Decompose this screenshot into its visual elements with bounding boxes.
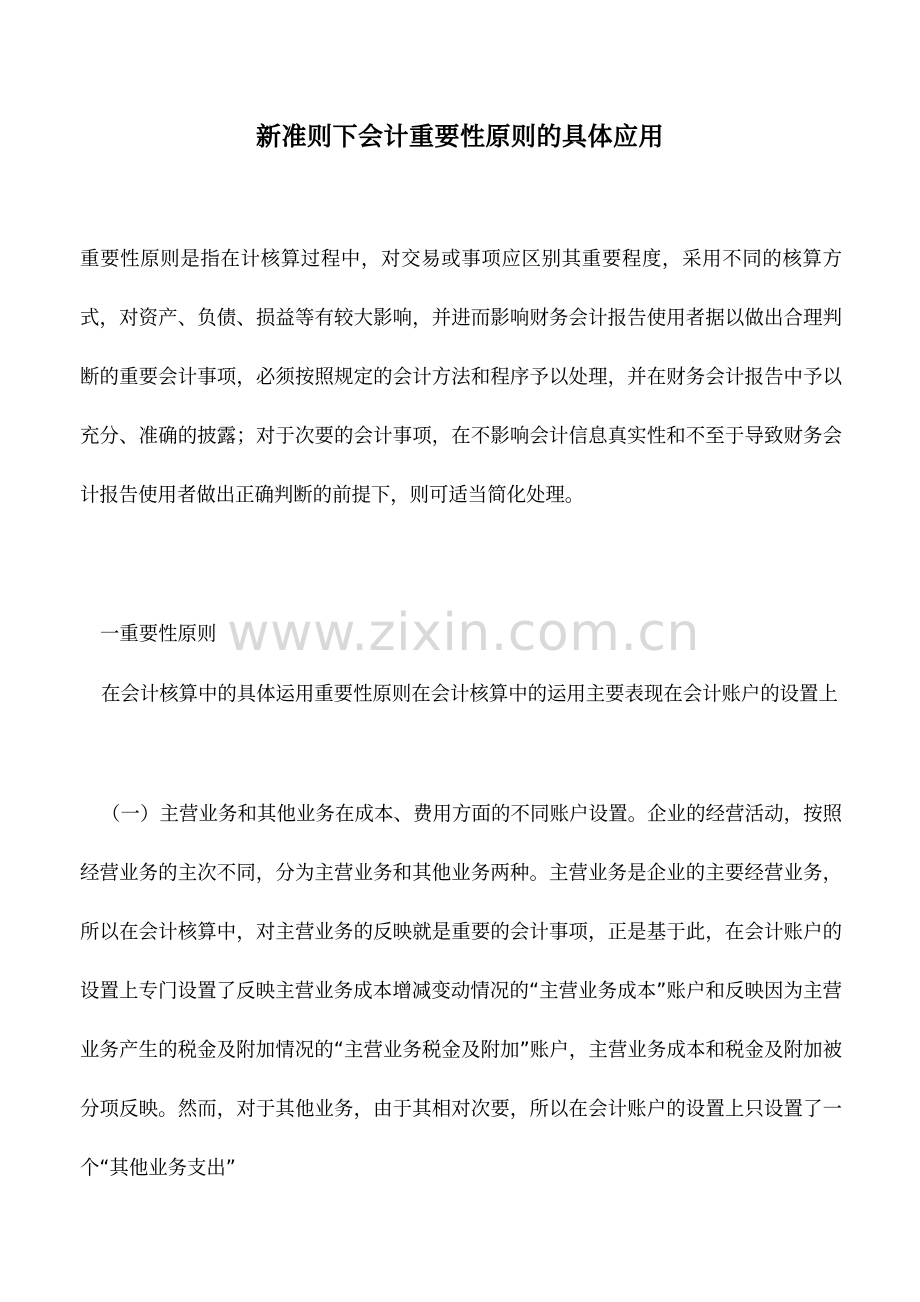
paragraph-principle-definition: 重要性原则是指在计核算过程中，对交易或事项应区别其重要程度，采用不同的核算方式，对资产、负债、损益等有较大影响，并进而影响财务会计报告使用者据以做出合理判断的重要会计事项，必须按照规定的会计方法和程序予以处理，并在财务会计报告中予以充分、准确的披露；对于次要的会计事项，在不影响会计信息真实性和不至于导致财务会计报告使用者做出正确判断的前提下，则可适当简化处理。 bbox=[80, 247, 842, 506]
watermark: www.zixin.com.cn bbox=[227, 603, 700, 663]
section-heading-importance-principle: 一重要性原则 bbox=[100, 622, 217, 645]
paragraph-application-overview: 在会计核算中的具体运用重要性原则在会计核算中的运用主要表现在会计账户的设置上 bbox=[101, 682, 838, 705]
paragraph-main-vs-other-business: （一）主营业务和其他业务在成本、费用方面的不同账户设置。企业的经营活动，按照经营业务的主次不同，分为主营业务和其他业务两种。主营业务是企业的主要经营业务，所以在会计核算中，对主营业务的反映就是重要的会计事项，正是基于此，在会计账户的设置上专门设置了反映主营业务成本增减变动情况的“主营业务成本”账户和反映因为主营业务产生的税金及附加情况的“主营业务税金及附加”账户，主营业务成本和税金及附加被分项反映。然而，对于其他业务，由于其相对次要，所以在会计账户的设置上只设置了一个“其他业务支出” bbox=[80, 802, 842, 1179]
document-title: 新准则下会计重要性原则的具体应用 bbox=[255, 122, 664, 151]
